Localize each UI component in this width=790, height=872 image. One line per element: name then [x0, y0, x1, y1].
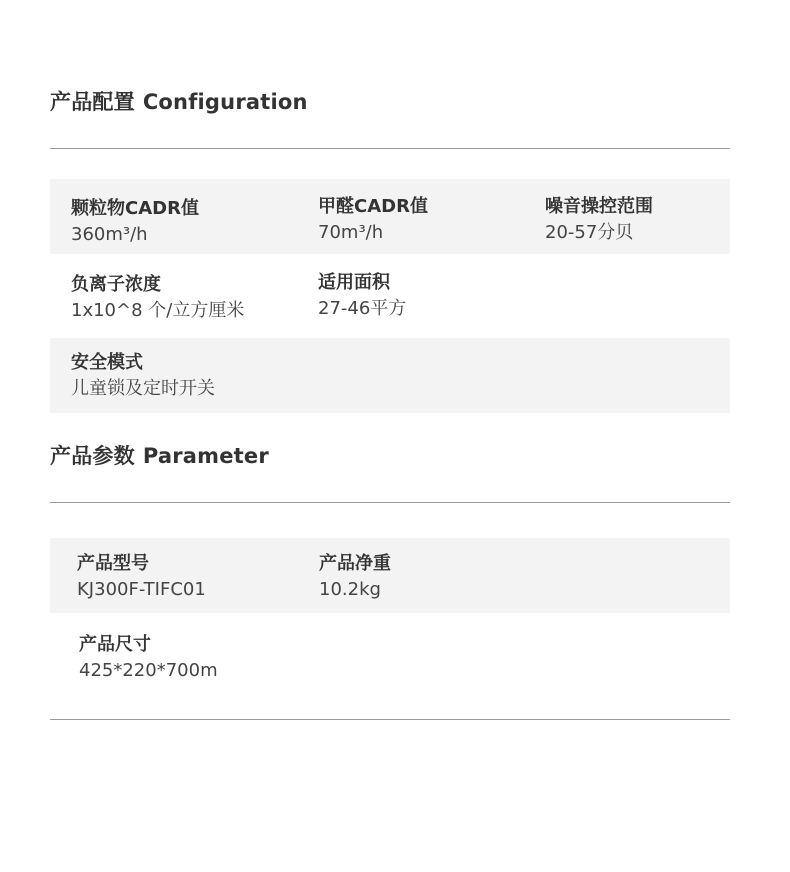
configuration-title — [50, 86, 308, 116]
spec-formaldehyde-cadr — [318, 195, 428, 245]
parameter-title — [50, 440, 269, 470]
parameter-divider — [50, 502, 730, 503]
spec-value: 360m³/h — [71, 224, 148, 245]
parameter-title-en: Parameter — [142, 444, 269, 468]
configuration-title-en: Configuration — [142, 90, 308, 114]
spec-label: 甲醛CADR值 — [318, 196, 428, 217]
param-value: KJ300F-TIFC01 — [77, 579, 206, 600]
spec-safety-mode — [71, 351, 215, 401]
parameter-title-cn: 产品参数 — [50, 444, 135, 468]
spec-label: 适用面积 — [318, 272, 390, 293]
spec-label: 负离子浓度 — [71, 274, 161, 295]
param-label: 产品净重 — [319, 553, 391, 574]
param-net-weight — [319, 552, 391, 602]
spec-label: 安全模式 — [71, 352, 143, 373]
spec-value: 27-46平方 — [318, 298, 407, 319]
spec-label: 颗粒物CADR值 — [71, 198, 199, 219]
param-model — [77, 552, 206, 602]
param-label: 产品尺寸 — [79, 634, 151, 655]
spec-value: 1x10^8 个/立方厘米 — [71, 300, 245, 321]
spec-value: 儿童锁及定时开关 — [71, 378, 215, 399]
bottom-divider — [50, 719, 730, 720]
configuration-divider — [50, 148, 730, 149]
spec-label: 噪音操控范围 — [545, 196, 653, 217]
param-dimensions — [79, 633, 218, 683]
spec-value: 70m³/h — [318, 222, 384, 243]
param-value: 10.2kg — [319, 579, 381, 600]
spec-negative-ion — [71, 273, 244, 323]
configuration-title-cn: 产品配置 — [50, 90, 135, 114]
spec-applicable-area — [318, 271, 406, 321]
spec-noise-range — [545, 195, 653, 245]
param-value: 425*220*700m — [79, 660, 218, 681]
param-label: 产品型号 — [77, 553, 149, 574]
spec-pm-cadr — [71, 197, 199, 247]
spec-value: 20-57分贝 — [545, 222, 634, 243]
